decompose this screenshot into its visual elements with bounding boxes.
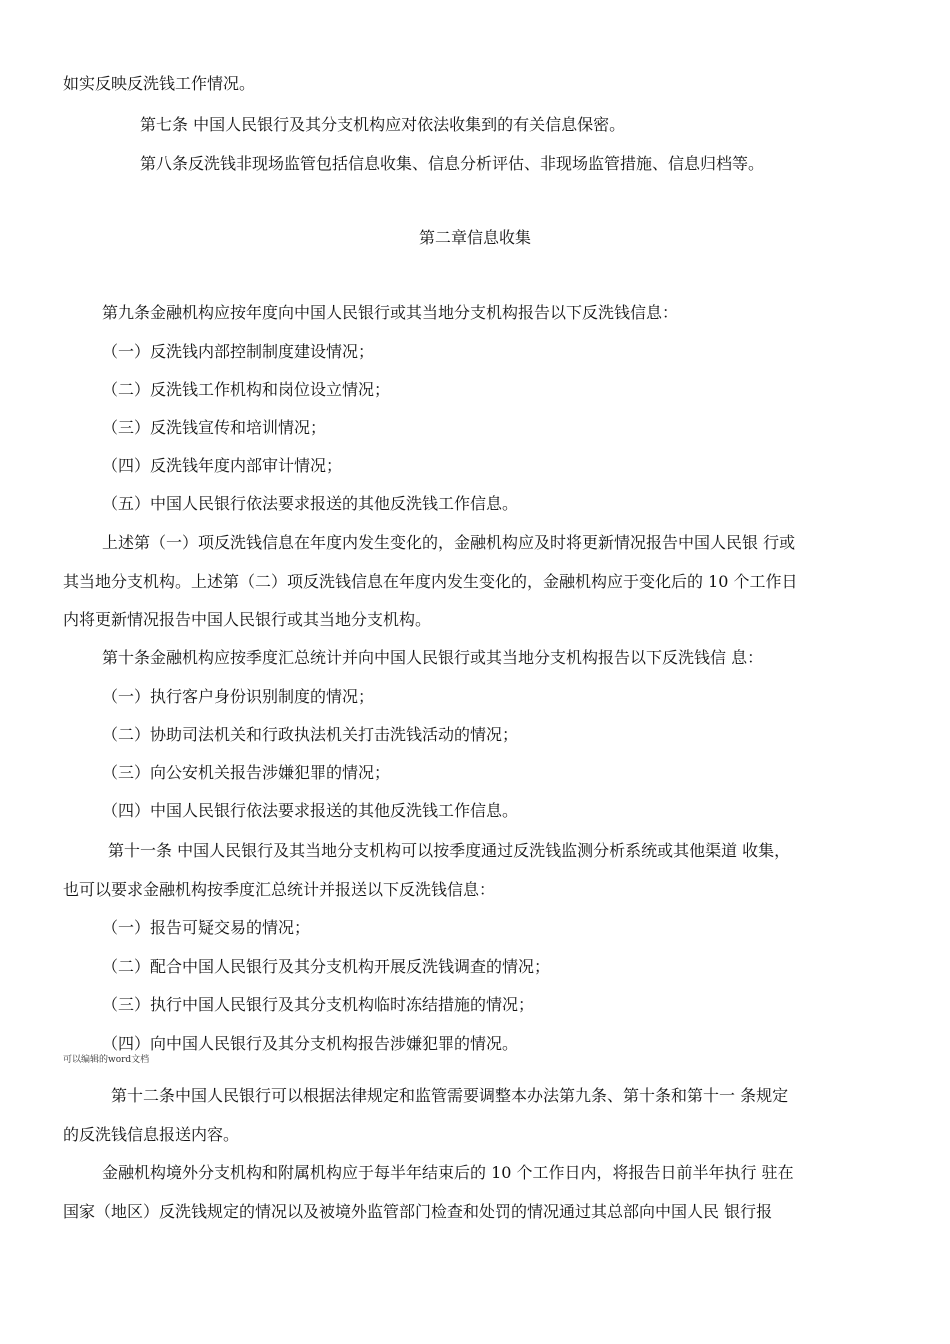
list-item: （三）反洗钱宣传和培训情况； — [102, 418, 327, 437]
article-7: 第七条 中国人民银行及其分支机构应对依法收集到的有关信息保密。 — [140, 115, 626, 134]
list-item: （三）执行中国人民银行及其分支机构临时冻结措施的情况； — [102, 995, 535, 1014]
list-item: （二）协助司法机关和行政执法机关打击洗钱活动的情况； — [102, 725, 519, 744]
list-item: （一）反洗钱内部控制制度建设情况； — [102, 342, 375, 361]
list-item: （二）反洗钱工作机构和岗位设立情况； — [102, 380, 391, 399]
list-item: （一）执行客户身份识别制度的情况； — [102, 687, 375, 706]
article-12: 第十二条中国人民银行可以根据法律规定和监管需要调整本办法第九条、第十条和第十一 条规定 — [111, 1086, 789, 1105]
article-8: 第八条反洗钱非现场监管包括信息收集、信息分析评估、非现场监管措施、信息归档等。 — [140, 154, 765, 173]
text-line: 其当地分支机构。上述第（二）项反洗钱信息在年度内发生变化的，金融机构应于变化后的 10 个工作日 — [63, 572, 798, 591]
list-item: （四）中国人民银行依法要求报送的其他反洗钱工作信息。 — [102, 801, 519, 820]
chapter-heading: 第二章信息收集 — [418, 228, 531, 247]
text-line: 也可以要求金融机构按季度汇总统计并报送以下反洗钱信息： — [63, 880, 496, 899]
list-item: （三）向公安机关报告涉嫌犯罪的情况； — [102, 763, 391, 782]
article-9: 第九条金融机构应按年度向中国人民银行或其当地分支机构报告以下反洗钱信息： — [102, 303, 679, 322]
text-line: 上述第（一）项反洗钱信息在年度内发生变化的，金融机构应及时将更新情况报告中国人民银 行或 — [102, 533, 796, 552]
text-line: 内将更新情况报告中国人民银行或其当地分支机构。 — [63, 610, 432, 629]
text-line: 金融机构境外分支机构和附属机构应于每半年结束后的 10 个工作日内，将报告日前半年执行 驻在 — [102, 1163, 794, 1182]
text-line: 如实反映反洗钱工作情况。 — [63, 74, 256, 93]
list-item: （一）报告可疑交易的情况； — [102, 918, 311, 937]
list-item: （四）向中国人民银行及其分支机构报告涉嫌犯罪的情况。 — [102, 1034, 519, 1053]
list-item: （二）配合中国人民银行及其分支机构开展反洗钱调查的情况； — [102, 957, 551, 976]
article-11: 第十一条 中国人民银行及其当地分支机构可以按季度通过反洗钱监测分析系统或其他渠道 收集， — [108, 841, 791, 860]
article-10: 第十条金融机构应按季度汇总统计并向中国人民银行或其当地分支机构报告以下反洗钱信 息： — [102, 648, 764, 667]
page-footer: 可以编辑的word文档 — [63, 1055, 150, 1065]
text-line: 的反洗钱信息报送内容。 — [63, 1125, 240, 1144]
text-line: 国家（地区）反洗钱规定的情况以及被境外监管部门检查和处罚的情况通过其总部向中国人民 银行报 — [63, 1202, 773, 1221]
list-item: （五）中国人民银行依法要求报送的其他反洗钱工作信息。 — [102, 494, 519, 513]
list-item: （四）反洗钱年度内部审计情况； — [102, 456, 343, 475]
